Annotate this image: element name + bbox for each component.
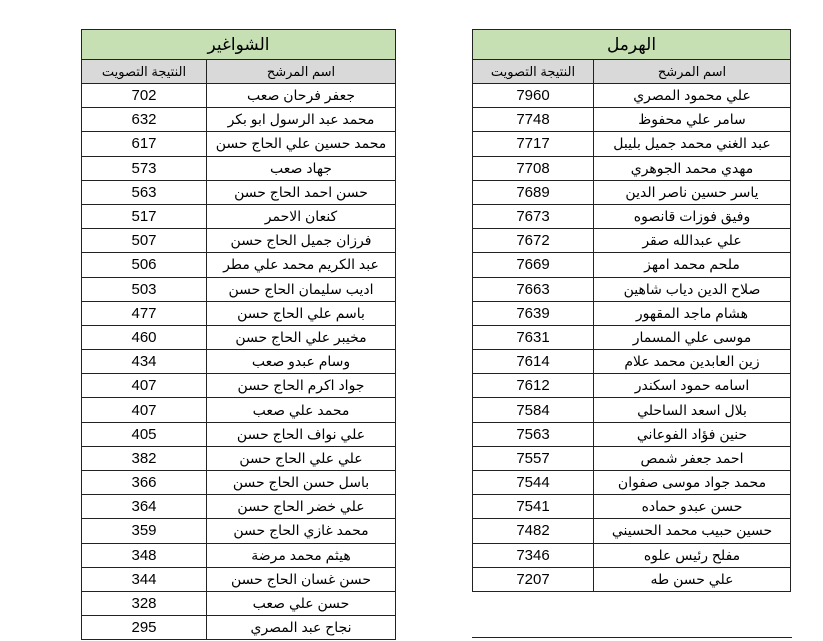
table-row [82,108,396,132]
vote-count-cell: 7207 [473,567,594,591]
table-row [82,325,396,349]
table-row [82,616,396,640]
vote-count-cell: 344 [82,567,207,591]
vote-count-cell: 7960 [473,84,594,108]
table-row [82,277,396,301]
table-row [473,374,791,398]
candidate-name-cell: اسامه حمود اسكندر [594,374,791,398]
vote-count-cell: 382 [82,446,207,470]
candidate-name-cell: مهدي محمد الجوهري [594,156,791,180]
table-row [82,84,396,108]
vote-count-cell: 7639 [473,301,594,325]
vote-count-cell: 7631 [473,325,594,349]
vote-count-cell: 503 [82,277,207,301]
table-row [473,422,791,446]
candidate-name-cell: حنين فؤاد الفوعاني [594,422,791,446]
vote-count-cell: 507 [82,229,207,253]
candidate-name-cell: اديب سليمان الحاج حسن [207,277,396,301]
candidate-name-cell: محمد عبد الرسول ابو بكر [207,108,396,132]
vote-count-cell: 517 [82,204,207,228]
table-row [82,567,396,591]
vote-count-cell: 7563 [473,422,594,446]
results-table-shawaghir [81,29,396,640]
table-row [82,446,396,470]
results-table-hermel [472,29,791,592]
candidate-name-cell: زين العابدين محمد علام [594,350,791,374]
vote-count-cell: 7584 [473,398,594,422]
vote-count-cell: 7672 [473,229,594,253]
candidate-name-cell: ياسر حسين ناصر الدين [594,180,791,204]
candidate-name-cell: جهاد صعب [207,156,396,180]
table-row [473,180,791,204]
vote-count-cell: 7482 [473,519,594,543]
vote-count-cell: 407 [82,374,207,398]
candidate-name-cell: محمد حسين علي الحاج حسن [207,132,396,156]
candidate-name-cell: نجاح عبد المصري [207,616,396,640]
candidate-name-cell: بلال اسعد الساحلي [594,398,791,422]
candidate-name-cell: كنعان الاحمر [207,204,396,228]
table-row [473,204,791,228]
candidate-name-cell: مخيبر علي الحاج حسن [207,325,396,349]
candidate-name-cell: جواد اكرم الحاج حسن [207,374,396,398]
table-row [82,156,396,180]
table-row [473,446,791,470]
candidate-name-cell: علي حسن طه [594,567,791,591]
table-row [473,253,791,277]
candidate-name-cell: هيثم محمد مرضة [207,543,396,567]
table-row [82,422,396,446]
table-row [82,374,396,398]
vote-count-cell: 364 [82,495,207,519]
candidate-name-cell: باسم علي الحاج حسن [207,301,396,325]
vote-count-cell: 477 [82,301,207,325]
vote-count-cell: 563 [82,180,207,204]
vote-count-cell: 7669 [473,253,594,277]
vote-count-cell: 7544 [473,471,594,495]
vote-count-cell: 366 [82,471,207,495]
vote-count-cell: 359 [82,519,207,543]
candidate-name-cell: حسن احمد الحاج حسن [207,180,396,204]
table-row [473,156,791,180]
table-row [473,301,791,325]
vote-count-cell: 7612 [473,374,594,398]
vote-count-cell: 702 [82,84,207,108]
candidate-name-cell: محمد جواد موسى صفوان [594,471,791,495]
candidate-name-cell: علي نواف الحاج حسن [207,422,396,446]
vote-count-cell: 7614 [473,350,594,374]
vote-count-cell: 7689 [473,180,594,204]
candidate-name-cell: علي عبدالله صقر [594,229,791,253]
candidate-name-cell: محمد علي صعب [207,398,396,422]
vote-count-cell: 7346 [473,543,594,567]
candidate-name-cell: علي خضر الحاج حسن [207,495,396,519]
candidate-name-cell: احمد جعفر شمص [594,446,791,470]
table-row [473,229,791,253]
vote-count-cell: 632 [82,108,207,132]
candidate-name-cell: هشام ماجد المقهور [594,301,791,325]
name-column-header: اسم المرشح [594,60,791,84]
table-row [473,471,791,495]
vote-count-cell: 506 [82,253,207,277]
table-row [473,84,791,108]
table-row [82,398,396,422]
table-body [82,84,396,640]
table-row [82,180,396,204]
candidate-name-cell: عبد الغني محمد جميل بليبل [594,132,791,156]
candidate-name-cell: صلاح الدين دياب شاهين [594,277,791,301]
candidate-name-cell: علي محمود المصري [594,84,791,108]
table-title: الهرمل [473,30,791,60]
vote-count-cell: 7748 [473,108,594,132]
vote-count-cell: 434 [82,350,207,374]
vote-count-cell: 7708 [473,156,594,180]
vote-count-cell: 7557 [473,446,594,470]
vote-count-cell: 617 [82,132,207,156]
table-row [82,229,396,253]
candidate-name-cell: فرزان جميل الحاج حسن [207,229,396,253]
table-row [82,471,396,495]
vote-count-cell: 407 [82,398,207,422]
candidate-name-cell: حسن عبدو حماده [594,495,791,519]
table-row [82,350,396,374]
vote-count-cell: 7663 [473,277,594,301]
candidate-name-cell: وفيق فوزات قانصوه [594,204,791,228]
vote-count-cell: 348 [82,543,207,567]
table-row [473,519,791,543]
table-row [82,495,396,519]
table-row [82,519,396,543]
table-row [82,301,396,325]
vote-count-cell: 460 [82,325,207,349]
vote-count-cell: 573 [82,156,207,180]
candidate-name-cell: موسى علي المسمار [594,325,791,349]
table-row [473,350,791,374]
candidate-name-cell: مفلح رئيس علوه [594,543,791,567]
table-row [82,204,396,228]
table-title: الشواغير [82,30,396,60]
candidate-name-cell: ملحم محمد امهز [594,253,791,277]
votes-column-header: النتيجة التصويت [473,60,594,84]
table-row [82,253,396,277]
table-row [473,277,791,301]
table-body [473,84,791,592]
candidate-name-cell: جعفر فرحان صعب [207,84,396,108]
vote-count-cell: 328 [82,591,207,615]
table-row [473,543,791,567]
candidate-name-cell: حسن علي صعب [207,591,396,615]
table-row [82,132,396,156]
table-row [473,108,791,132]
candidate-name-cell: سامر علي محفوظ [594,108,791,132]
table-row [473,325,791,349]
candidate-name-cell: حسن غسان الحاج حسن [207,567,396,591]
candidate-name-cell: باسل حسن الحاج حسن [207,471,396,495]
vote-count-cell: 7541 [473,495,594,519]
candidate-name-cell: حسين حبيب محمد الحسيني [594,519,791,543]
table-row [473,132,791,156]
votes-column-header: النتيجة التصويت [82,60,207,84]
candidate-name-cell: عبد الكريم محمد علي مطر [207,253,396,277]
table-row [473,398,791,422]
table-row [82,591,396,615]
divider-line [472,637,792,638]
table-row [82,543,396,567]
vote-count-cell: 405 [82,422,207,446]
vote-count-cell: 7717 [473,132,594,156]
candidate-name-cell: محمد غازي الحاج حسن [207,519,396,543]
vote-count-cell: 7673 [473,204,594,228]
candidate-name-cell: وسام عبدو صعب [207,350,396,374]
table-row [473,495,791,519]
table-row [473,567,791,591]
candidate-name-cell: علي علي الحاج حسن [207,446,396,470]
vote-count-cell: 295 [82,616,207,640]
name-column-header: اسم المرشح [207,60,396,84]
